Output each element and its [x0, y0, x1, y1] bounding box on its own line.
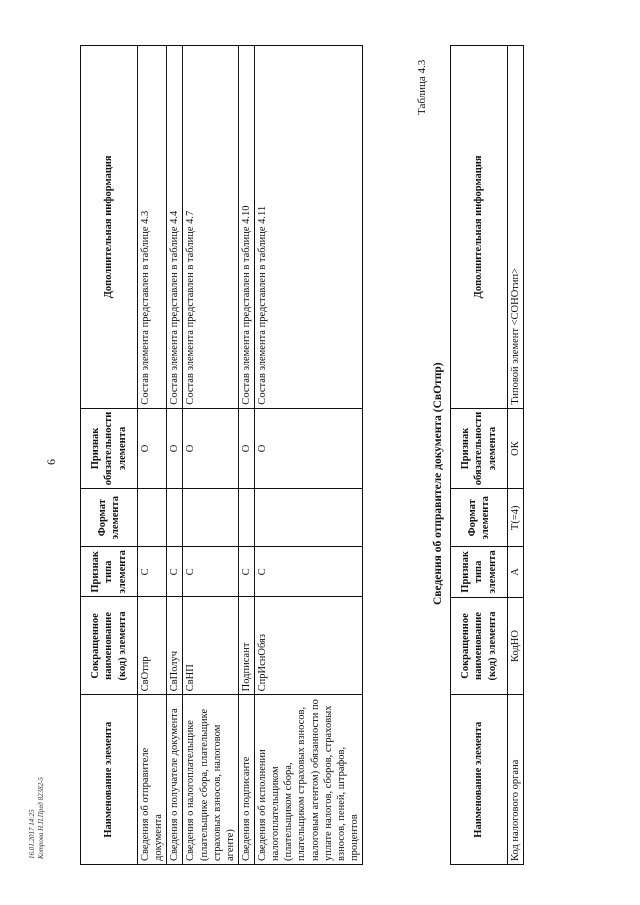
cell-name: Сведения об отправителе документа	[138, 695, 167, 865]
header-format: Формат элемента	[451, 489, 508, 547]
cell-info: Состав элемента представлен в таблице 4.4	[167, 46, 183, 409]
cell-info: Состав элемента представлен в таблице 4.7	[183, 46, 239, 409]
cell-code: Подписант	[238, 597, 254, 695]
cell-name: Код налогового органа	[508, 695, 524, 865]
header-type: Признак типа элемента	[81, 547, 138, 597]
cell-format	[167, 489, 183, 547]
stamp-line-2: Котрова Н.П.Пред 82382-5	[37, 777, 46, 859]
cell-required: О	[167, 408, 183, 489]
table-header-row	[451, 46, 508, 865]
cell-info: Состав элемента представлен в таблице 4.10	[238, 46, 254, 409]
cell-name: Сведения об исполнении налогоплательщиком (плательщиком сбора, плательщиком страховых взносов, налоговым агентом) обязанности по уплате налогов, сборов, страховых взносов, пеней, штрафов, процентов	[255, 695, 363, 865]
cell-type: С	[138, 547, 167, 597]
header-name: Наименование элемента	[451, 695, 508, 865]
cell-required: О	[238, 408, 254, 489]
header-code: Сокращенное наименование (код) элемента	[451, 597, 508, 695]
cell-required: ОК	[508, 408, 524, 489]
header-format: Формат элемента	[81, 489, 138, 547]
cell-format	[138, 489, 167, 547]
header-code: Сокращенное наименование (код) элемента	[81, 597, 138, 695]
cell-code: СвПолуч	[167, 597, 183, 695]
sender-table	[450, 45, 524, 865]
cell-type: С	[255, 547, 363, 597]
cell-type: С	[238, 547, 254, 597]
table-caption: Таблица 4.3	[416, 59, 428, 115]
rotated-content	[28, 45, 560, 865]
table-header-row	[81, 46, 138, 865]
cell-info: Состав элемента представлен в таблице 4.11	[255, 46, 363, 409]
table-row	[167, 46, 183, 865]
table-row	[255, 46, 363, 865]
cell-required: О	[183, 408, 239, 489]
cell-code: СвНП	[183, 597, 239, 695]
header-name: Наименование элемента	[81, 695, 138, 865]
header-info: Дополнительная информация	[81, 46, 138, 409]
cell-code: СпрИснОбяз	[255, 597, 363, 695]
header-info: Дополнительная информация	[451, 46, 508, 409]
elements-table	[80, 45, 363, 865]
cell-type: С	[183, 547, 239, 597]
header-required: Признак обязательности элемента	[451, 408, 508, 489]
cell-info: Типовой элемент <СОНОтип>	[508, 46, 524, 409]
page-number: 6	[44, 459, 58, 465]
cell-type: А	[508, 547, 524, 597]
cell-code: СвОтпр	[138, 597, 167, 695]
cell-name: Сведения о получателе документа	[167, 695, 183, 865]
cell-code: КодНО	[508, 597, 524, 695]
table-row	[183, 46, 239, 865]
stamp-line-1: 16.01.2017 14:25	[28, 809, 36, 859]
cell-name: Сведения о подписанте	[238, 695, 254, 865]
header-required: Признак обязательности элемента	[81, 408, 138, 489]
cell-format	[238, 489, 254, 547]
rotated-inner	[28, 45, 560, 865]
table-row	[138, 46, 167, 865]
cell-type: С	[167, 547, 183, 597]
table-title: Сведения об отправителе документа (СвОтпр)	[432, 362, 444, 605]
header-type: Признак типа элемента	[451, 547, 508, 597]
table-row	[508, 46, 524, 865]
cell-name: Сведения о налогоплательщике (плательщике сбора, плательщике страховых взносов, налоговом агенте)	[183, 695, 239, 865]
table-row	[238, 46, 254, 865]
registration-stamp	[28, 739, 46, 859]
cell-required: О	[255, 408, 363, 489]
cell-info: Состав элемента представлен в таблице 4.3	[138, 46, 167, 409]
cell-format	[183, 489, 239, 547]
cell-format	[255, 489, 363, 547]
cell-format: T(=4)	[508, 489, 524, 547]
cell-required: О	[138, 408, 167, 489]
